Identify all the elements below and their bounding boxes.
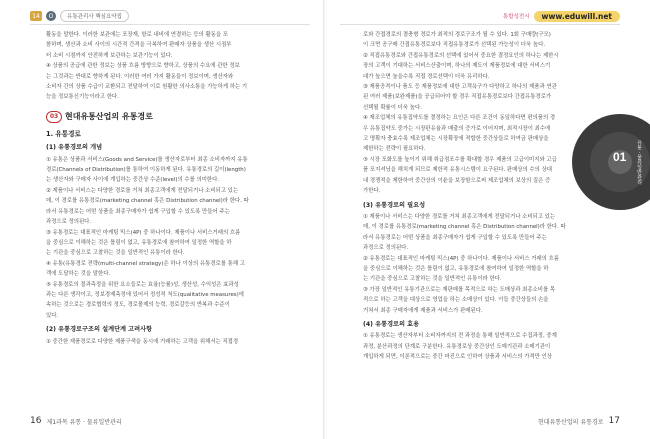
list-item-line: 과정으로 정의된다. [46,219,92,226]
body-line: ② 직접유통경로와 간접유통경로의 선택에 있어서 중요한 결정요인의 하나는 제한시 [363,52,559,59]
header-rule [340,24,620,25]
list-item-line: 과는 다른 생각이고, 정보경제측정에 있어서 정성적 척도(qualitative measures)에 [46,291,244,298]
right-footer [538,416,620,426]
header-page-badge: 14 [30,11,42,21]
left-body [46,30,306,347]
subheading-concept: (1) 유통경로의 개념 [46,144,103,152]
list-item-line: 데, 이 경로를 유통경로(marketing channel 혹은 Distribution channel)라 한다. 따 [363,224,566,231]
body-line: 대가 높으면 높을수록 직접 경로선택이 더욱 유리하다. [363,73,490,80]
list-item-line: 는 기관을 중심으로 고찰하는 것을 일반적인 유통이라 한다. [46,250,185,257]
body-line: 는 그것과는 반대로 향하게 된다. 이러한 여러 가지 활동들이 정보이며, 생산자와 [46,73,234,80]
body-line: 함하며, 생산과 소비 사이의 시간적 간격을 극복하여 판매자 상품을 생산 시점부 [46,42,232,49]
body-line: 내 경쟁적을 제한하여 중간상의 이윤을 보장함으로써 제조업체의 보상의 질은 증 [363,177,551,184]
left-footer [30,416,122,426]
body-line: 장의 고객이 기대하는 서비스산출이며, 하나의 제도이 제품정보에 대한 서비스기 [363,63,551,70]
list-item-line: 경로(Channels of Distribution)를 통하여 이동하게 된다. 유통경로의 길이(length) [46,167,246,174]
page-number: 16 [30,416,42,426]
list-item-line: 과정, 분산과정의 단계로 구분한다. 유통경로상 중간상인 도매기관과 소매기관이 [363,343,551,350]
page-number: 17 [608,416,620,426]
header-tag: 통합성전시 [502,14,530,20]
body-line: 이 크면 공구매 간접유통경로보다 직접유통경로가 선택된 가능성이 더욱 높다. [363,42,546,49]
body-line: ③ 제품공격이나 품도 등 제품정보에 대한 고객욕구가 다양하고 하나의 제품과 연관 [363,84,557,91]
list-item-line: ⑤ 유통경로의 결과측정을 위한 요소들로는 효율(능률)성, 생산성, 수익성은 효과성 [46,281,239,288]
list-item-line: ② 유통경로는 대표적인 마케팅 믹스(4P) 중 하나이다. 제품이나 서비스 거래의 흐름 [363,255,559,262]
body-line: 고 명확자 충효수록 제조업체는 시장확장에 적합한 중간상들로 하여금 판매상을 [363,136,549,143]
list-item-line: 객에 도달하는 것을 말한다. [46,271,111,278]
list-item-line: ③ 유통경로는 대표적인 마케팅 믹스(4P) 중 하나이다. 제품이나 서비스거래의 흐름 [46,229,241,236]
body-line: ⑤ 시장 포화도를 높이기 위해 취급점포수를 확대할 경우 제품의 고급이미지와 고급 [363,156,557,163]
chapter-number: 01 [613,150,627,164]
list-item-line: ② 제품이나 서비스는 다양한 경로를 거쳐 최종고객에게 전달되거나 소비되고 있는 [46,187,239,194]
list-item-line: 거쳐서 최종 구매자에게 제품과 서비스가 판매된다. [363,307,483,314]
heading-1: 1. 유통경로 [46,129,81,138]
subheading-design: (2) 유통경로구조의 설계단계 고려사항 [46,326,153,334]
section-title: 현대유통산업의 유통경로 [65,111,153,121]
list-item-line: 는 생산자와 구매자 사이에 개입하는 중간상 수준(level)의 수를 의미한다. [46,177,220,184]
footer-text: 현대유통산업의 유통경로 [537,418,604,426]
footer-text: 제1과목 유통 · 물류일반관리 [46,418,122,426]
list-item-line: 는 기관을 중심으로 고찰하는 것을 일반적인 유통이라 한다. [363,276,502,283]
body-line: 능을 정보통신기능이라고 한다. [46,94,119,101]
list-item-line: 속하는 것으로는 경로협력의 정도, 경로몰제의 능력, 경로갈등의 반복과 수준이 [46,302,230,309]
body-line: 우 유통집약도 중가는 시장판유율과 매출의 증가로 이어지며, 최적시장이 최수에 [363,125,551,132]
body-line: 소비자 간의 상품 수급이 교환되고 전달하여 이로 원활한 의사소통을 가능하게 하는 기 [46,84,248,91]
subheading-utility: (4) 유통경로의 효용 [363,320,420,328]
section-heading [46,111,306,123]
body-line: ④ 상품의 공급에 관한 정보는 상품 흐름 방향으로 향하고, 상품의 수요에 관한 정보 [46,63,240,70]
chapter-label: 유통 · 물류일반관리 [636,140,642,185]
body-line: 터 소비 시점까지 안전하게 보관하는 보관기능이 있다. [46,52,173,59]
body-line: 가한다. [363,188,381,195]
list-item-line: 있다. [46,312,59,319]
body-line: 품 포지셔닝을 해치게 되므로 제한적 유통시스템이 요구된다. 판매상의 수의 상대 [363,167,552,174]
header-rule [30,24,310,25]
section-number: 03 [46,111,62,123]
list-item-line: 데, 이 경로를 유통경로(marketing channel 혹은 Distribution channel)라 한다. 따 [46,198,249,205]
list-item-line: 을 중심으로 이해하는 것은 틀림이 없고, 유통경로에 참여하여 일정한 역할을 하 [46,239,232,246]
list-item-line: ③ 가장 일반적인 유통기관으로는 재판매를 목적으로 하는 도매상과 최종소비를 목 [363,286,556,293]
left-header [30,10,129,22]
body-line: 된 여러 제품(보완제품)을 공급되어야 할 경우 직접유통경로보다 간접유통경로가 [363,94,552,101]
list-item-line: ① 제품이나 서비스는 다양한 경로를 거쳐 최종고객에게 전달되거나 소비되고 있는 [363,213,556,220]
list-item-line: 과정으로 정의된다. [363,245,409,252]
list-item-line: 라서 유통경로는 어떤 상품을 최종구매자가 쉽게 구입할 수 있도록 만들어 주는 [46,208,230,215]
body-line: 로와 간접경로의 결충형 경로가 최적의 경로구조가 될 수 있다. 1회 구매량(구모) [363,32,551,38]
list-item-line: 개입하게 되면, 이론적으로는 중간 마진으로 인하여 상품과 서비스의 가격만 인상 [363,354,552,361]
body-line: 활동을 말한다. 이러한 보관에는 포장재, 항로 내비에 연결하는 등의 활동을 포 [46,32,228,38]
list-item-line: 적으로 하는 고객을 대상으로 영업을 하는 소매상이 있다. 이들 중간상들의 손을 [363,297,549,304]
body-line: 선택될 확률이 더욱 높다. [363,104,422,111]
list-item-line: ① 유통은 상품과 서비스(Goods and Service)를 생산자로부터 최종 소비자까지 유통 [46,156,248,163]
header-book-title: 유통관리사 핵심요약집 [60,10,129,22]
list-item-line: ① 유통경로는 생산자부터 소비자까지의 전 과정을 통해 일반적으로 수집과정, 중계 [363,333,557,340]
website-badge: www.eduwill.net [534,11,620,22]
right-header [503,9,620,23]
list-item-line: ① 중간한 제품경로로 다양한 제품구색을 동시에 거래하는 고객을 위해서는 직접경 [46,338,239,345]
list-item-line: 라서 유통경로는 어떤 상품을 최종구매자가 쉽게 구입할 수 있도록 만들어 주는 [363,234,547,241]
body-line: ④ 제조업체의 유통집약도를 결정하는 요인은 다른 조건이 동일하다면 편의품의 경 [363,115,556,122]
header-mark-icon: O [46,11,56,21]
right-page [325,0,650,439]
list-item-line: ④ 유통(유통경로 전략(multi-channel strategy)은 하나 이상의 유통경로를 통해 고 [46,260,245,267]
body-line: 제한하는 전략이 필요하다. [363,146,426,153]
subheading-necessity: (3) 유통경로의 필요성 [363,201,426,209]
list-item-line: 을 중심으로 이해하는 것은 틀림이 없고, 유통경로에 참여하여 일정한 역할을 하 [363,265,549,272]
